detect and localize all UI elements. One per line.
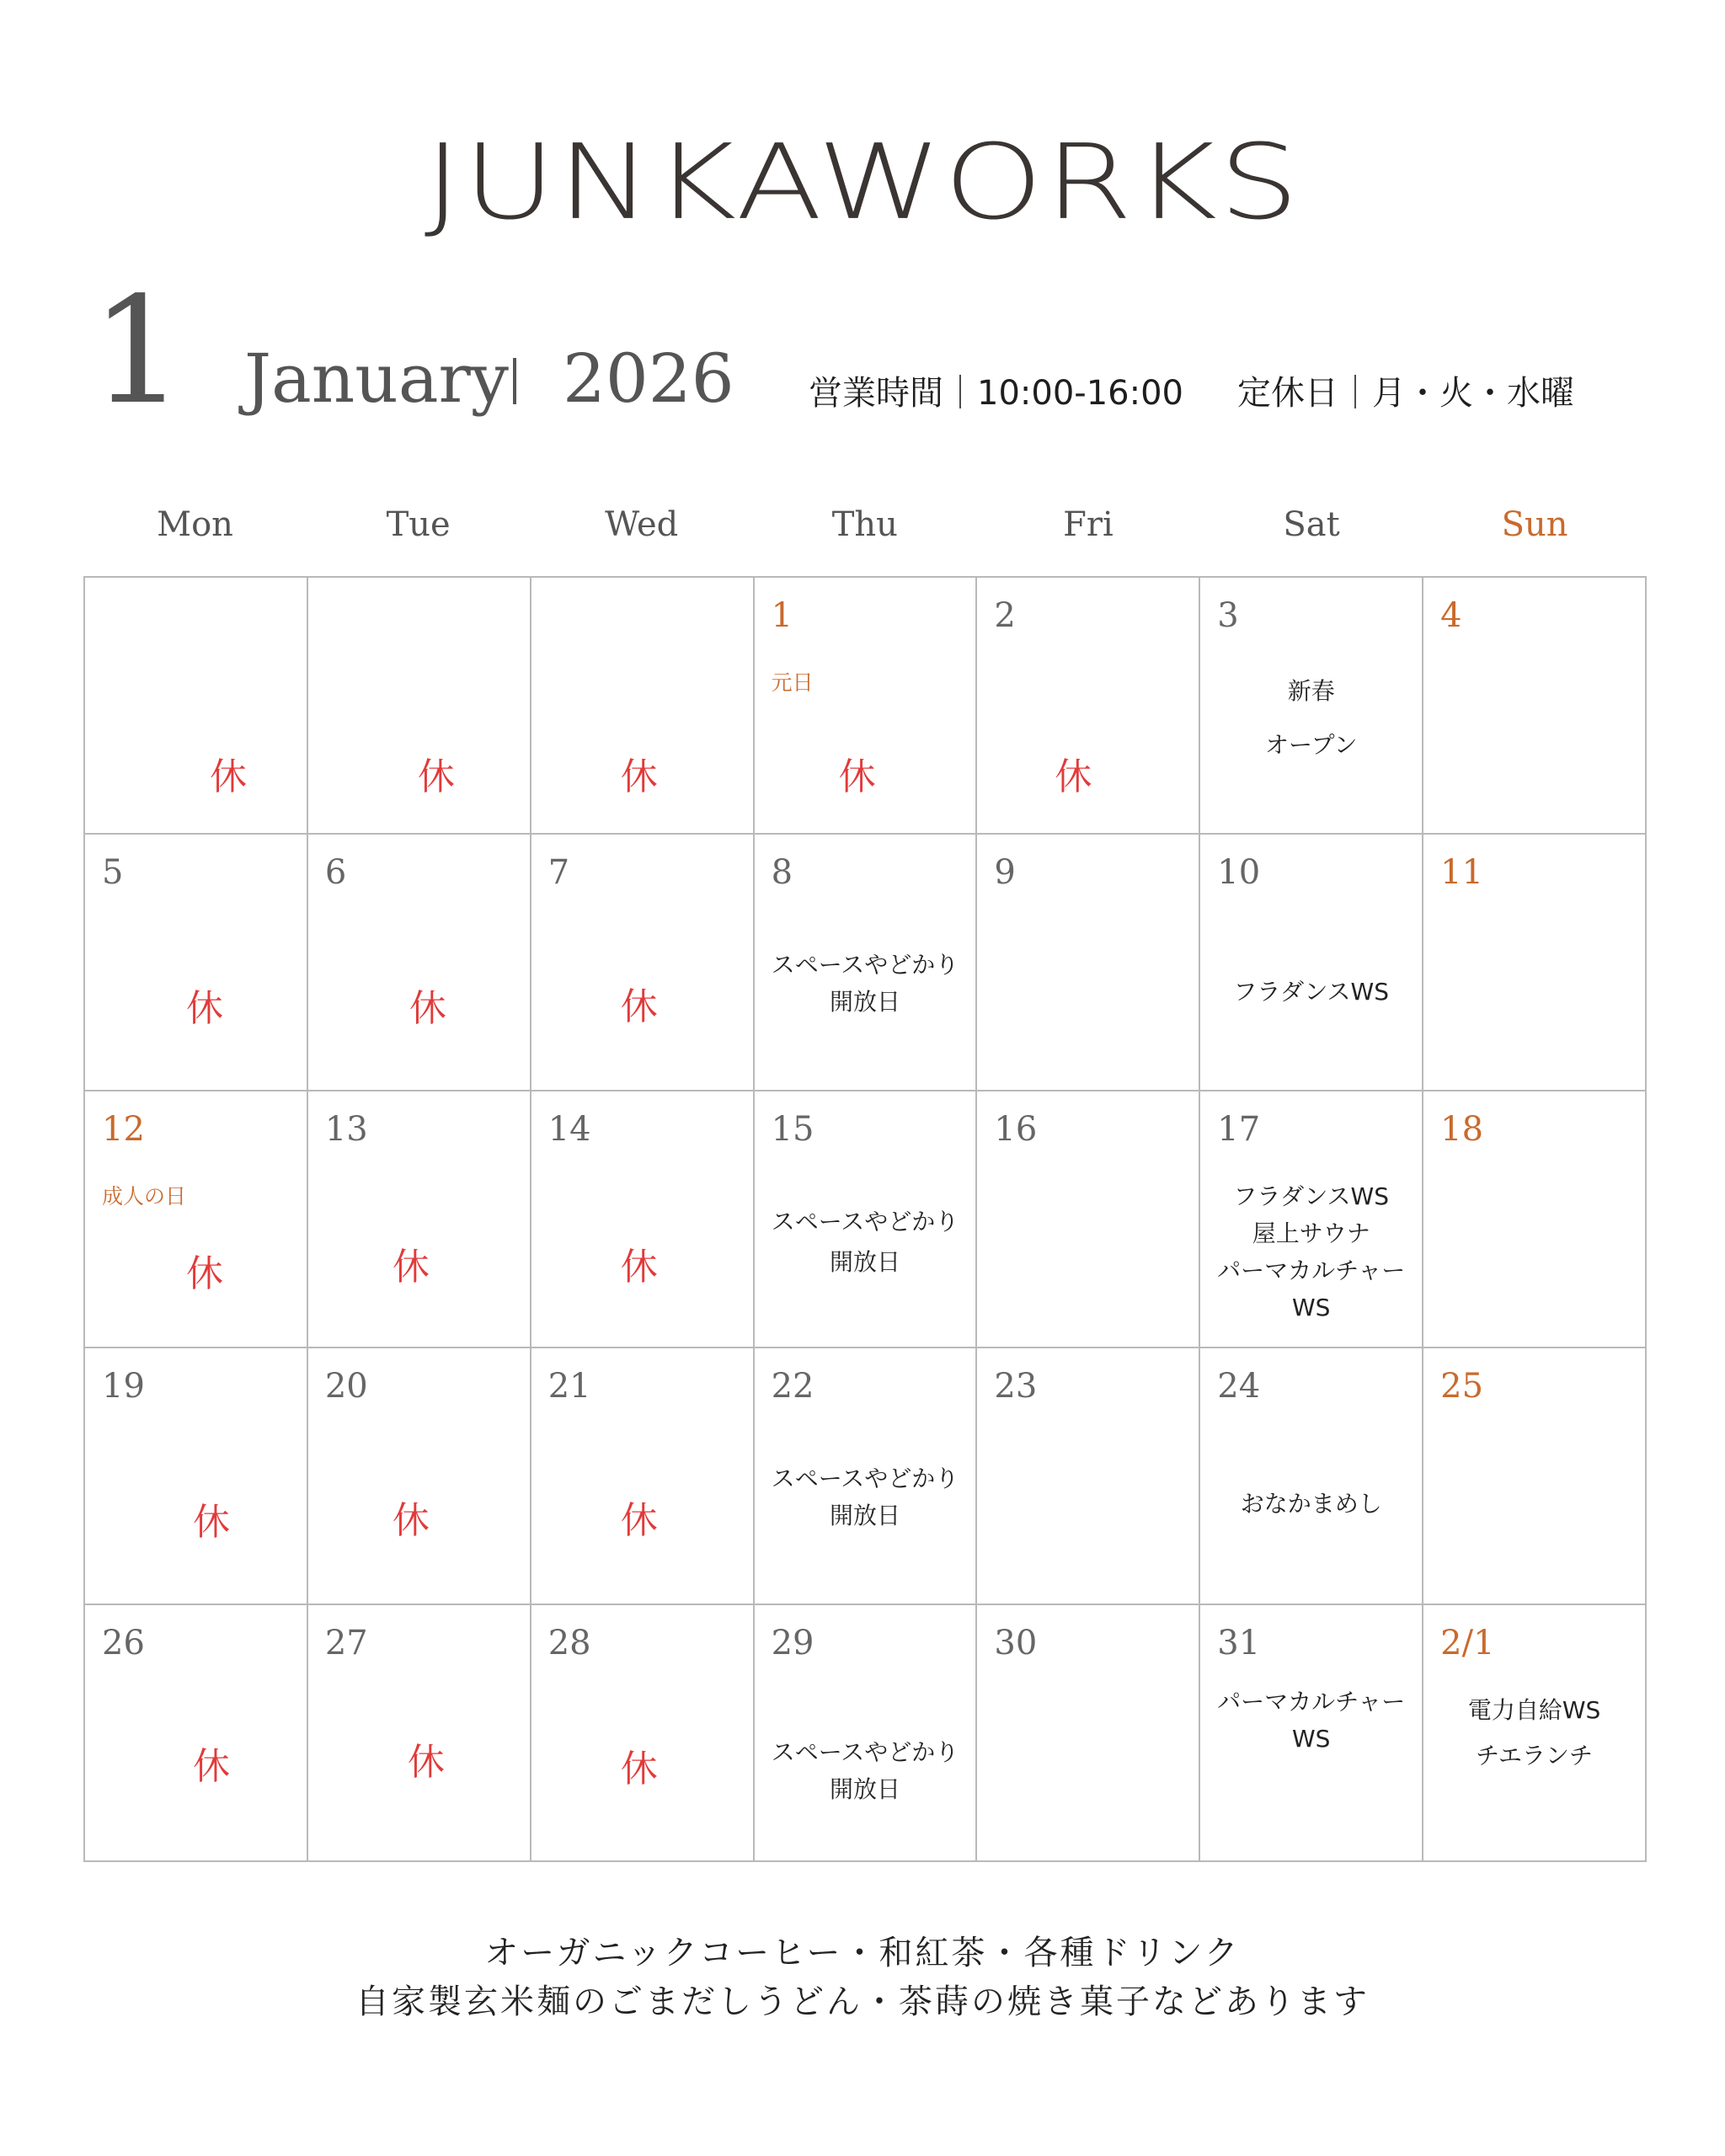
day-number: 25 xyxy=(1440,1367,1484,1406)
day-number: 9 xyxy=(994,853,1016,892)
day-number: 30 xyxy=(994,1624,1038,1662)
event-item: スペースやどかり xyxy=(771,951,959,979)
closed-mark: 休 xyxy=(409,987,446,1030)
event-list xyxy=(1200,679,1422,787)
closed-mark: 休 xyxy=(620,1748,658,1790)
event-item: スペースやどかり xyxy=(771,1465,959,1492)
day-number: 17 xyxy=(1217,1110,1261,1149)
day-cell xyxy=(308,1091,531,1348)
event-item: スペースやどかり xyxy=(771,1208,959,1235)
day-number: 20 xyxy=(324,1367,368,1406)
day-number: 29 xyxy=(771,1624,814,1662)
day-cell xyxy=(85,835,308,1091)
holiday-name: 元日 xyxy=(771,670,814,695)
event-item: 開放日 xyxy=(829,988,900,1016)
event-item: スペースやどかり xyxy=(771,1738,959,1766)
day-cell xyxy=(531,578,755,835)
event-item: 開放日 xyxy=(829,1775,900,1803)
event-list xyxy=(1200,979,1422,1017)
weekday-wed: Wed xyxy=(605,505,679,544)
day-cell xyxy=(308,1348,531,1605)
day-cell xyxy=(1200,1091,1423,1348)
closed-mark: 休 xyxy=(392,1246,430,1289)
weekday-fri: Fri xyxy=(1063,505,1114,544)
day-cell xyxy=(531,1091,755,1348)
closed-mark: 休 xyxy=(417,755,455,798)
day-cell xyxy=(1423,1348,1647,1605)
business-info xyxy=(809,366,1574,414)
day-cell xyxy=(755,578,978,835)
closed-mark: 休 xyxy=(620,1246,658,1289)
weekday-mon: Mon xyxy=(157,505,233,544)
event-list xyxy=(755,1209,976,1290)
day-cell xyxy=(977,1348,1200,1605)
day-number: 28 xyxy=(547,1624,591,1662)
event-list xyxy=(755,1466,976,1540)
event-list xyxy=(1200,1689,1422,1764)
day-cell xyxy=(755,1348,978,1605)
event-item: 開放日 xyxy=(829,1502,900,1529)
day-number: 3 xyxy=(1217,596,1239,635)
day-number: 18 xyxy=(1440,1110,1484,1149)
closed-mark: 休 xyxy=(186,987,223,1030)
event-item: WS xyxy=(1291,1725,1331,1753)
closed-mark: 休 xyxy=(620,755,658,798)
day-number: 16 xyxy=(994,1110,1038,1149)
day-number: 4 xyxy=(1440,596,1462,635)
day-number: 23 xyxy=(994,1367,1038,1406)
day-number: 1 xyxy=(771,596,793,635)
event-list xyxy=(1200,1184,1422,1332)
logo-text: JUNKAWORKS xyxy=(424,122,1301,243)
event-item: オープン xyxy=(1264,731,1358,759)
day-number: 8 xyxy=(771,853,793,892)
event-item: 屋上サウナ xyxy=(1252,1219,1370,1247)
closed-mark: 休 xyxy=(392,1499,430,1542)
day-number: 6 xyxy=(324,853,347,892)
day-cell xyxy=(85,578,308,835)
day-number: 13 xyxy=(324,1110,368,1149)
weekday-header xyxy=(83,505,1647,556)
business-hours: 営業時間｜10:00-16:00 xyxy=(809,374,1183,413)
event-item: パーマカルチャー xyxy=(1217,1257,1406,1284)
event-item: チエランチ xyxy=(1476,1742,1594,1769)
weekday-sat: Sat xyxy=(1283,505,1340,544)
day-cell xyxy=(1423,1091,1647,1348)
event-list xyxy=(1423,1698,1645,1789)
day-cell xyxy=(977,1605,1200,1862)
day-cell xyxy=(977,578,1200,835)
day-number: 12 xyxy=(102,1110,145,1149)
day-number: 26 xyxy=(102,1624,145,1662)
closed-mark: 休 xyxy=(838,755,876,798)
event-item: フラダンスWS xyxy=(1233,978,1390,1006)
day-cell xyxy=(977,1091,1200,1348)
day-cell xyxy=(755,835,978,1091)
closed-mark: 休 xyxy=(620,985,658,1028)
day-cell xyxy=(1200,835,1423,1091)
footer-line-drinks: オーガニックコーヒー・和紅茶・各種ドリンク xyxy=(484,1934,1241,1972)
weekday-sun: Sun xyxy=(1501,505,1568,544)
month-number: 1 xyxy=(91,266,185,437)
day-cell xyxy=(1423,578,1647,835)
closed-mark: 休 xyxy=(193,1745,230,1788)
closed-mark: 休 xyxy=(620,1499,658,1542)
day-cell xyxy=(755,1091,978,1348)
day-number: 2 xyxy=(994,596,1016,635)
closed-mark: 休 xyxy=(407,1741,445,1784)
day-cell xyxy=(308,835,531,1091)
footer-menu xyxy=(0,1929,1725,2026)
event-item: WS xyxy=(1291,1294,1331,1321)
closed-mark: 休 xyxy=(1055,755,1092,798)
event-item: パーマカルチャー xyxy=(1217,1688,1406,1716)
month-name: January xyxy=(244,339,509,418)
closed-mark: 休 xyxy=(186,1252,223,1295)
day-number: 31 xyxy=(1217,1624,1261,1662)
day-number: 19 xyxy=(102,1367,145,1406)
day-cell xyxy=(1200,1605,1423,1862)
footer-line-food: 自家製玄米麺のごまだしうどん・茶蒔の焼き菓子などあります xyxy=(355,1983,1370,2021)
day-number: 24 xyxy=(1217,1367,1261,1406)
event-item: 電力自給WS xyxy=(1467,1696,1601,1724)
day-number: 11 xyxy=(1440,853,1484,892)
day-cell xyxy=(977,835,1200,1091)
day-number: 7 xyxy=(547,853,570,892)
day-cell xyxy=(531,1348,755,1605)
event-list xyxy=(755,1740,976,1814)
event-item: 新春 xyxy=(1287,677,1335,705)
day-cell xyxy=(1200,1348,1423,1605)
event-list xyxy=(1200,1492,1422,1529)
brand-logo xyxy=(0,109,1725,256)
day-number: 15 xyxy=(771,1110,814,1149)
weekday-tue: Tue xyxy=(386,505,451,544)
day-number: 14 xyxy=(547,1110,591,1149)
day-number: 27 xyxy=(324,1624,368,1662)
event-list xyxy=(755,953,976,1027)
weekday-thu: Thu xyxy=(831,505,898,544)
day-cell xyxy=(755,1605,978,1862)
day-cell xyxy=(1423,1605,1647,1862)
day-number: 22 xyxy=(771,1367,814,1406)
day-cell xyxy=(308,578,531,835)
day-cell xyxy=(85,1348,308,1605)
closed-mark: 休 xyxy=(193,1501,230,1544)
event-item: フラダンスWS xyxy=(1233,1182,1390,1210)
event-item: 開放日 xyxy=(829,1248,900,1276)
day-number: 2/1 xyxy=(1440,1624,1495,1662)
day-cell xyxy=(531,1605,755,1862)
day-cell xyxy=(308,1605,531,1862)
day-cell xyxy=(1200,578,1423,835)
closed-mark: 休 xyxy=(210,755,247,798)
day-number: 10 xyxy=(1217,853,1261,892)
day-cell xyxy=(85,1091,308,1348)
event-item: おなかまめし xyxy=(1240,1490,1382,1518)
day-number: 5 xyxy=(102,853,124,892)
day-number: 21 xyxy=(547,1367,591,1406)
month-divider xyxy=(513,358,516,404)
day-cell xyxy=(85,1605,308,1862)
calendar-grid xyxy=(83,576,1647,1862)
regular-holidays: 定休日｜月・火・水曜 xyxy=(1236,374,1574,413)
day-cell xyxy=(531,835,755,1091)
year: 2026 xyxy=(563,339,734,418)
day-cell xyxy=(1423,835,1647,1091)
holiday-name: 成人の日 xyxy=(102,1184,187,1209)
